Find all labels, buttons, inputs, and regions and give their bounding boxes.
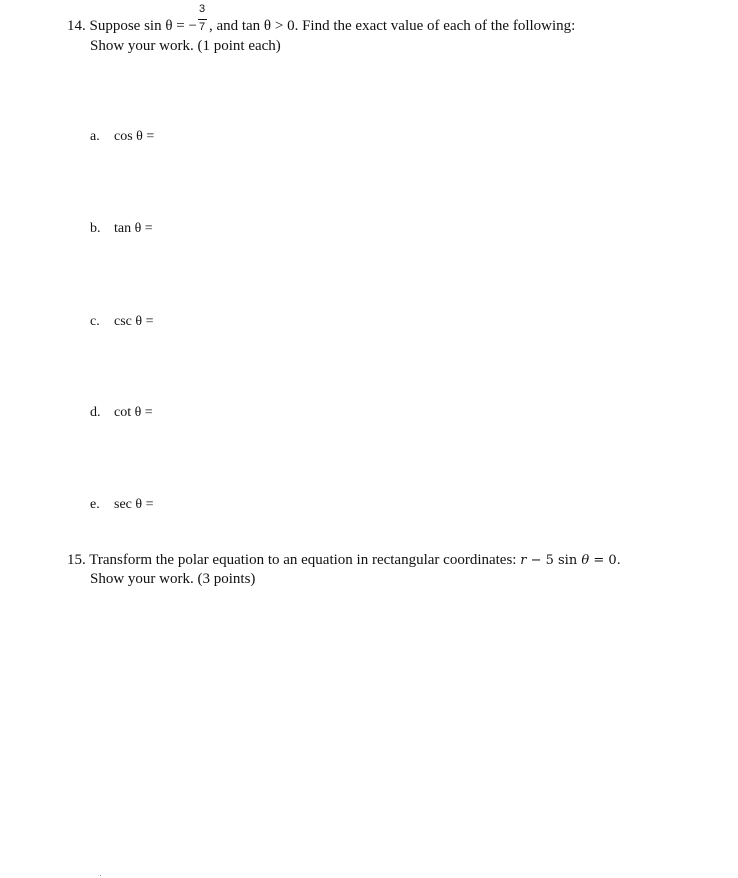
question-15-text: Transform the polar equation to an equation in rectangular coordinates: (89, 552, 521, 568)
fraction-numerator: 3 (198, 3, 206, 15)
part-c-text: csc θ = (114, 314, 154, 329)
part-c-letter: c. (90, 314, 100, 329)
equation-middle: − 5 sin (526, 553, 582, 568)
question-14-intro: Suppose sin θ = − (89, 18, 197, 34)
part-b-letter: b. (90, 221, 101, 236)
fraction-denominator: 7 (198, 21, 206, 33)
part-c (90, 313, 153, 331)
part-e (90, 496, 153, 514)
fraction (198, 3, 208, 33)
question-14-prompt (67, 3, 576, 36)
polar-equation (520, 553, 621, 568)
part-a-text: cos θ = (114, 129, 155, 144)
question-14-instructions: Show your work. (1 point each) (90, 38, 281, 54)
part-b (90, 220, 153, 238)
part-e-letter: e. (90, 497, 100, 512)
fraction-bar (198, 19, 207, 20)
part-e-text: sec θ = (114, 497, 154, 512)
part-a (90, 128, 154, 146)
part-b-text: tan θ = (114, 221, 153, 236)
question-15-instructions: Show your work. (3 points) (90, 571, 256, 587)
part-a-letter: a. (90, 129, 100, 144)
part-d-text: cot θ = (114, 405, 153, 420)
question-14-number: 14. (67, 18, 86, 34)
part-d-letter: d. (90, 405, 101, 420)
stray-mark (100, 875, 101, 876)
question-15-prompt (67, 550, 621, 571)
equation-end: = 0. (589, 553, 621, 568)
equation-r: r (520, 553, 527, 568)
equation-theta: θ (581, 553, 590, 568)
question-14-condition: , and tan θ > 0. Find the exact value of each of the following: (208, 18, 576, 34)
question-15-number: 15. (67, 552, 86, 568)
part-d (90, 404, 153, 422)
